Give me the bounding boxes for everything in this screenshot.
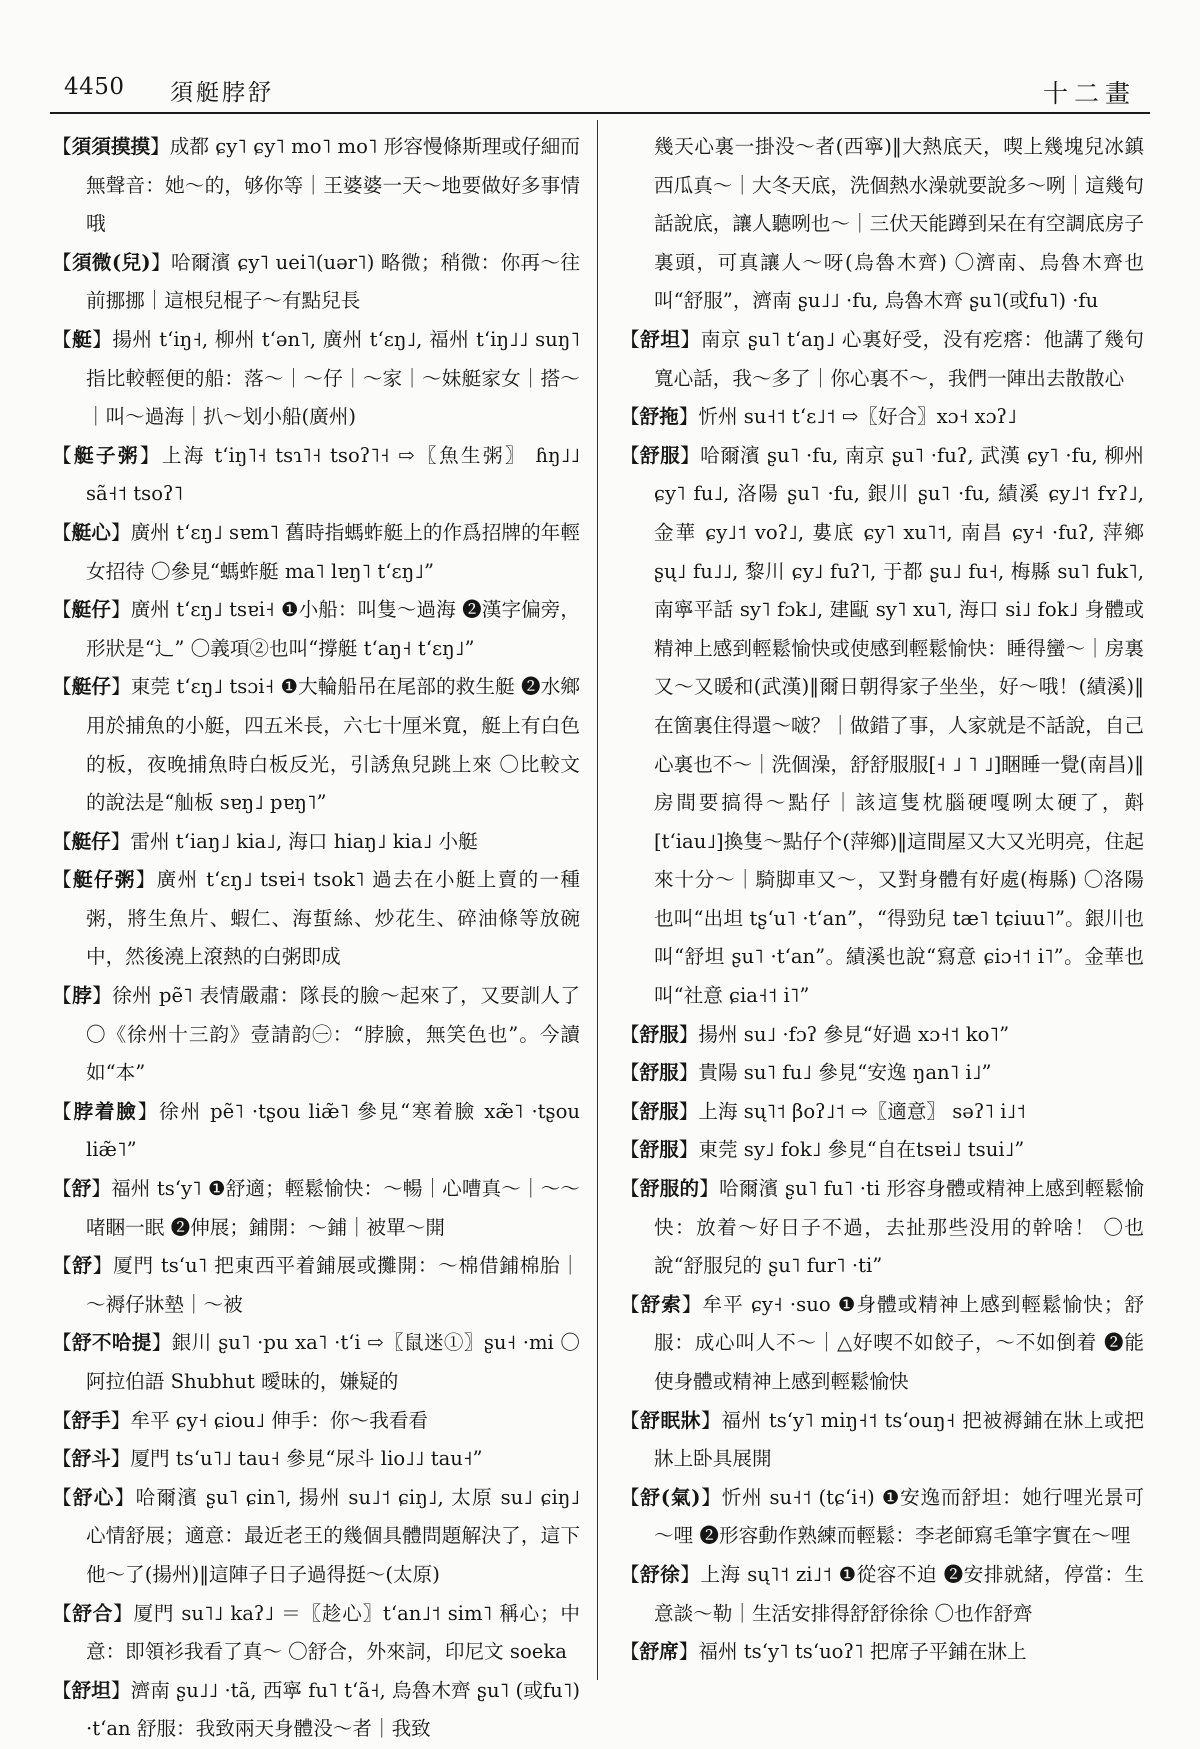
dictionary-entry [52, 1440, 580, 1479]
page-header [50, 72, 1150, 114]
entry-headword: 【 舒手 】 [52, 1409, 130, 1432]
entry-definition: 徐州 pẽ˥ 表情嚴肅：隊長的臉～起來了，又要訓人了 〇《徐州十三韵》壹請韵㊀：“脖臉，無笑色也”。今讀如“本” [86, 984, 581, 1085]
entry-definition: 東莞 tʻɛŋ˩ tsɔi˧ ❶大輪船吊在尾部的救生艇 ❷水鄉用於捕魚的小艇，四五米長，六七十厘米寬，艇上有白色的板，夜晚捕魚時白板反光，引誘魚兒跳上來 〇比較文的說法是“舢板 sɐŋ˩ pɐŋ˥” [86, 675, 581, 815]
dictionary-entry [620, 321, 1144, 398]
entry-headword: 【 須微(兒) 】 [52, 251, 171, 274]
entry-definition: 忻州 su˧˦ tʻɛ˩˦ ⇨〖好合〗xɔ˧ xɔʔ˩ [698, 405, 1017, 429]
entry-definition: 哈爾濱 ʂu˥ ɕin˥, 揚州 su˩˦ ɕiŋ˩, 太原 su˩ ɕiŋ˩ 心情舒展；適意：最近老王的幾個具體問題解決了，這下他～了(揚州)‖這陣子日子過得挺～(太原) [86, 1485, 580, 1586]
entry-definition: 上海 tʻiŋ˥˧ tsɿ˥˧ tsoʔ˥˧ ⇨〖魚生粥〗 ɦŋ˩˩ sã˧˦ tsoʔ˥ [86, 443, 580, 506]
entry-headword: 【 舒心 】 [52, 1486, 136, 1509]
entry-headword: 【 艇仔 】 [52, 675, 131, 698]
entry-headword: 【 舒索 】 [620, 1293, 702, 1316]
entry-headword: 【 舒合 】 [52, 1602, 134, 1625]
dictionary-entry [620, 1016, 1144, 1055]
dictionary-entry [620, 1402, 1144, 1479]
entry-definition: 銀川 ʂu˥ ·pu xa˥ ·tʻi ⇨〖鼠迷①〗ʂu˧ ·mi 〇阿拉伯語 Shubhut 曖昧的，嫌疑的 [86, 1331, 580, 1393]
entry-headword: 【 舒(氣) 】 [620, 1486, 722, 1509]
entry-headword: 【 艇仔 】 [52, 830, 130, 853]
entry-headword: 【 舒坦 】 [52, 1679, 131, 1702]
entry-definition: 哈爾濱 ɕy˥ uei˥(uər˥) 略微；稍微：你再～往前挪挪｜這根兒棍子～有點兒長 [86, 250, 581, 313]
dictionary-entry [52, 1595, 580, 1672]
entry-headword: 【 舒坦 】 [620, 328, 701, 351]
dictionary-entry [620, 1633, 1144, 1672]
entry-definition: 廣州 tʻɛŋ˩ sɐm˥ 舊時指螞蚱艇上的作爲招牌的年輕女招待 〇參見“螞蚱艇 ma˥ lɐŋ˥ tʻɛŋ˩” [86, 520, 581, 583]
entry-headword: 【 艇心 】 [52, 521, 131, 544]
left-column [52, 128, 580, 1749]
entry-definition: 廣州 tʻɛŋ˩ tsɐi˧ tsok˥ 過去在小艇上賣的一種粥，將生魚片、蝦仁、海蜇絲、炒花生、碎油條等放碗中，然後澆上滾熱的白粥即成 [86, 868, 581, 969]
entry-definition: 揚州 tʻiŋ˧, 柳州 tʻən˥, 廣州 tʻɛŋ˩, 福州 tʻiŋ˩˩ suŋ˥ 指比較輕便的船：落～｜～仔｜～家｜～妹艇家女｜搭～｜叫～過海｜扒～划小船(廣州) [86, 327, 581, 429]
dictionary-entry [620, 1170, 1144, 1286]
page-number: 4450 [64, 74, 125, 100]
entry-definition: 徐州 pẽ˥ ·tʂou liæ̃˥ 參見“寒着臉 xæ̃˥ ·tʂou liæ̃˥” [86, 1099, 581, 1162]
dictionary-entry [52, 437, 580, 514]
dictionary-entry [52, 128, 580, 244]
entry-headword: 【 舒 】 [52, 1177, 111, 1200]
entry-headword: 【 舒服 】 [620, 1100, 698, 1123]
entry-headword: 【 舒服 】 [620, 1138, 698, 1161]
dictionary-entry [52, 1324, 580, 1401]
entry-definition: 幾天心裏一掛没～者(西寧)‖大熱底天，喫上幾塊兒冰鎮西瓜真～｜大冬天底，洗個熱水澡就要說多～咧｜這幾句話說底，讓人聽咧也～｜三伏天能蹲到呆在有空調底房子裏頭，可真讓人～呀(烏魯木齊) 〇濟南、烏魯木齊也叫“舒服”，濟南 ʂu˩˩ ·fu, 烏魯木齊 ʂu˥(或fu˥) ·fu [654, 135, 1144, 313]
running-headwords: 須艇脖舒 [170, 80, 274, 106]
entry-definition: 成都 ɕy˥ ɕy˥ mo˥ mo˥ 形容慢條斯理或仔細而無聲音：她～的，够你等｜王婆婆一天～地要做好多事情哦 [86, 135, 580, 236]
entry-definition: 忻州 su˧˦ (tɕʻi˧) ❶安逸而舒坦：她行哩光景可～哩 ❷形容動作熟練而輕鬆：李老師寫毛筆字實在～哩 [654, 1485, 1145, 1548]
section-label: 十二畫 [1042, 79, 1136, 108]
entry-definition: 揚州 su˩ ·fɔʔ 參見“好過 xɔ˧˦ ko˥” [698, 1022, 1010, 1046]
entry-headword: 【 脖着臉 】 [52, 1100, 159, 1123]
dictionary-entry [52, 1170, 580, 1247]
entry-headword: 【 艇 】 [52, 328, 112, 351]
entry-headword: 【 艇仔 】 [52, 598, 131, 621]
entry-headword: 【 舒拖 】 [620, 405, 698, 428]
dictionary-entry [52, 977, 580, 1093]
dictionary-entry [52, 1093, 580, 1170]
dictionary-entry [620, 128, 1144, 321]
dictionary-entry [620, 1556, 1144, 1633]
dictionary-entry [620, 437, 1144, 1016]
dictionary-entry [52, 668, 580, 822]
right-column [620, 128, 1144, 1672]
entry-headword: 【 舒席 】 [620, 1640, 698, 1663]
entry-headword: 【 須須摸摸 】 [52, 135, 170, 158]
dictionary-entry [52, 823, 580, 862]
entry-headword: 【 舒斗 】 [52, 1447, 130, 1470]
entry-definition: 上海 sų˥˦ zi˩˦ ❶從容不迫 ❷安排就緒，停當：生意談～勒｜生活安排得舒舒徐徐 〇也作舒齊 [654, 1562, 1145, 1625]
entry-headword: 【 舒服的 】 [620, 1177, 719, 1200]
entry-headword: 【 舒眠牀 】 [620, 1409, 721, 1432]
entry-definition: 哈爾濱 ʂu˥ ·fu, 南京 ʂu˥ ·fuʔ, 武漢 ɕy˥ ·fu, 柳州 ɕy˥ fu˩, 洛陽 ʂu˥ ·fu, 銀川 ʂu˥ ·fu, 績溪 ɕy˩˦ fʏʔ˩, 金華 ɕy˩˦ voʔ˩, 婁底 ɕy˥ xu˥˦, 南昌 ɕy˧ ·fuʔ, 萍鄉 ʂų˩ fu˩˩, 黎川 ɕy˩ fuʔ˥, 于都 ʂu˩ fu˧, 梅縣 su˥ fuk˥, 南寧平話 sy˥ fɔk˩, 建甌 sy˥ xu˥, 海口 si˩ fok˩ 身體或精神上感到輕鬆愉快或使感到輕鬆愉快：睡得蠻～｜房裏又～又暖和(武漢)‖爾日朝得家子坐坐，好～哦！(績溪)‖在箇裏住得還～啵？｜做錯了事，人家就是不話說，自己心裏也不～｜洗個澡，舒舒服服[˧ ˩ ˥ ˩]睏睡一覺(南昌)‖房間要搞得～點仔｜該這隻枕腦硬嘎咧太硬了，斢[tʻiau˩]換隻～點仔个(萍鄉)‖這間屋又大又光明亮，住起來十分～｜騎脚車又～，又對身體有好處(梅縣) 〇洛陽也叫“出坦 tʂʻu˥ ·tʻan”，“得勁兒 tæ˥ tɕiuu˥”。銀川也叫“舒坦 ʂu˥ ·tʻan”。績溪也說“寫意 ɕiɔ˧˦ i˥”。金華也叫“社意 ɕia˧˦ i˥” [654, 443, 1145, 1008]
entry-definition: 福州 tsʻy˥ miŋ˧˦ tsʻouŋ˧ 把被褥鋪在牀上或把牀上卧具展開 [654, 1408, 1144, 1471]
entry-headword: 【 舒 】 [52, 1254, 113, 1277]
dictionary-entry [620, 1093, 1144, 1132]
entry-definition: 牟平 ɕy˧ ·suo ❶身體或精神上感到輕鬆愉快；舒服：成心叫人不～｜△好喫不如餃子，～不如倒着 ❷能使身體或精神上感到輕鬆愉快 [654, 1292, 1145, 1393]
entry-definition: 厦門 tsʻu˥ 把東西平着鋪展或攤開：～棉借鋪棉胎｜～褥仔牀墊｜～被 [86, 1254, 581, 1316]
entry-definition: 牟平 ɕy˧ ɕiou˩ 伸手：你～我看看 [130, 1408, 429, 1432]
dictionary-entry [620, 1054, 1144, 1093]
entry-headword: 【 脖 】 [52, 984, 112, 1007]
entry-headword: 【 舒服 】 [620, 444, 700, 467]
dictionary-entry [52, 1479, 580, 1595]
dictionary-entry [620, 1479, 1144, 1556]
entry-definition: 廣州 tʻɛŋ˩ tsɐi˧ ❶小船：叫隻～過海 ❷漢字偏旁，形狀是“辶” 〇義項②也叫“撐艇 tʻaŋ˧ tʻɛŋ˩” [86, 598, 581, 660]
entry-definition: 貴陽 su˥ fu˩ 參見“安逸 ŋan˥ i˩” [698, 1061, 992, 1085]
column-divider [597, 120, 598, 1680]
entry-definition: 上海 sų˥˦ βoʔ˩˦ ⇨〖適意〗 səʔ˥ i˩˦ [698, 1099, 1026, 1123]
dictionary-entry [52, 1402, 580, 1441]
entry-definition: 東莞 sy˩ fok˩ 參見“自在tsɐi˩ tsui˩” [698, 1138, 1025, 1162]
dictionary-entry [52, 514, 580, 591]
entry-definition: 福州 tsʻy˥ tsʻuoʔ˥ 把席子平鋪在牀上 [698, 1640, 1027, 1664]
entry-headword: 【 舒徐 】 [620, 1563, 700, 1586]
entry-headword: 【 舒服 】 [620, 1023, 698, 1046]
entry-definition: 福州 tsʻy˥ ❶舒適；輕鬆愉快：～暢｜心嘈真～｜～～啫睏一眠 ❷伸展；鋪開：～鋪｜被單～開 [86, 1177, 581, 1239]
dictionary-entry [52, 244, 580, 321]
dictionary-entry [52, 591, 580, 668]
dictionary-entry [52, 321, 580, 437]
entry-definition: 厦門 su˥˩ kaʔ˩ ＝〖趁心〗tʻan˩˦ sim˥ 稱心；中意：即領衫我看了真～ 〇舒合，外來詞，印尼文 soeka [86, 1601, 581, 1664]
entry-definition: 哈爾濱 ʂu˥ fu˥ ·ti 形容身體或精神上感到輕鬆愉快：放着～好日子不過，去扯那些没用的幹啥！ 〇也說“舒服兒的 ʂu˥ fur˥ ·ti” [654, 1177, 1145, 1278]
entry-definition: 南京 ʂu˥ tʻaŋ˩ 心裏好受，没有疙瘩：他講了幾句寬心話，我～多了｜你心裏不～，我們一陣出去散散心 [654, 327, 1145, 390]
entry-definition: 濟南 ʂu˩˩ ·tã, 西寧 fu˥ tʻã˧, 烏魯木齊 ʂu˥ (或fu˥) ·tʻan 舒服：我致兩天身體没～者｜我致 [86, 1678, 581, 1741]
entry-definition: 雷州 tʻiaŋ˩ kia˩, 海口 hiaŋ˩ kia˩ 小艇 [130, 829, 478, 853]
entry-headword: 【 舒服 】 [620, 1061, 698, 1084]
dictionary-entry [52, 1672, 580, 1749]
dictionary-entry [52, 861, 580, 977]
entry-headword: 【 舒不哈提 】 [52, 1331, 172, 1354]
dictionary-entry [620, 1286, 1144, 1402]
dictionary-entry [620, 1131, 1144, 1170]
entry-headword: 【 艇仔粥 】 [52, 868, 157, 891]
dictionary-entry [52, 1247, 580, 1324]
entry-headword: 【 艇子粥 】 [52, 444, 162, 467]
dictionary-entry [620, 398, 1144, 437]
entry-definition: 厦門 tsʻu˥˩ tau˧ 參見“尿斗 lio˩˩ tau˧” [130, 1447, 483, 1471]
